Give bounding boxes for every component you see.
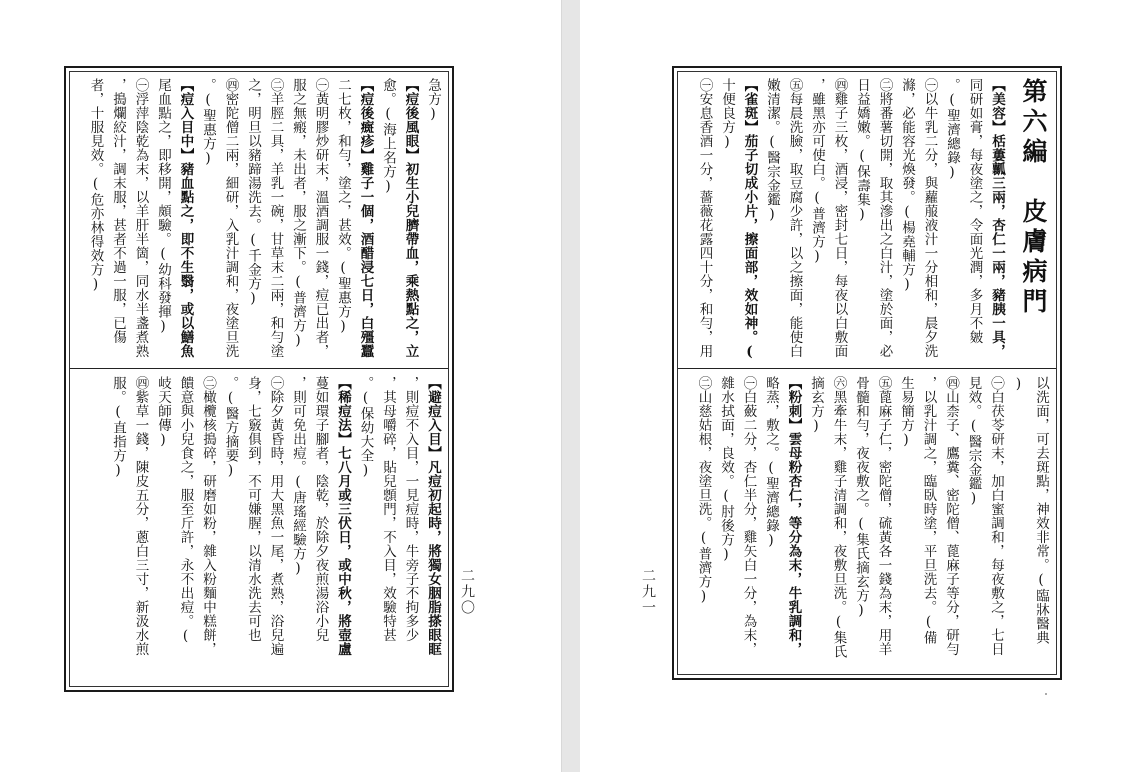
left-page-number: 二九〇 (459, 568, 475, 616)
text-column: ㊃密陀僧二兩，細研，入乳汁調和，夜塗旦洗 (222, 78, 239, 358)
left-divider (70, 368, 448, 369)
text-column: ，則痘不入目，一見痘時，牛旁子不拘多少 (402, 376, 419, 642)
text-column: 嫩清潔。(醫宗金鑑) (764, 78, 780, 223)
text-column: ㊃山柰子、鷹糞、密陀僧、蓖麻子等分，研勻 (943, 376, 959, 656)
text-column: ) (1010, 376, 1027, 393)
text-column: 以洗面，可去斑點，神效非常。(臨牀醫典 (1033, 376, 1049, 645)
text-column: ㊁羊脛二具，羊乳一碗，甘草末二兩，和勻塗 (267, 78, 284, 358)
text-column: 岐天師傳) (155, 376, 171, 449)
text-column: ㊄每晨洗臉，取豆腐少許，以之擦面，能使白 (786, 78, 803, 358)
text-column: ㊃雞子三枚，酒浸，密封七日，每夜以白敷面 (831, 78, 848, 358)
text-column: 雜水拭面，良效。(肘後方) (718, 376, 734, 563)
page-gutter (561, 0, 581, 772)
text-column: ㊅黑牽牛末，雞子清調和，夜敷旦洗。(集氏 (830, 376, 847, 659)
text-column: 略蒸，敷之。(聖濟總錄) (763, 376, 779, 549)
text-column: 饋意與小兒食之，服至斤許，永不出痘。( (177, 376, 194, 645)
text-column: 。(聖濟總錄) (944, 78, 960, 181)
text-column: 急方) (425, 78, 441, 123)
text-column: ，則可免出痘。(唐瑤經驗方) (290, 376, 306, 577)
right-lower-text (682, 376, 1052, 672)
text-column: 愈。(海上名方) (380, 78, 396, 195)
text-column: 。(醫方摘要) (222, 376, 239, 479)
right-upper-text (682, 78, 1052, 360)
text-column: ，以乳汁調之，臨臥時塗，平旦洗去。(備 (920, 376, 937, 645)
text-column: 見效。(醫宗金鑑) (965, 376, 982, 507)
text-column: ㊁橄欖核搗碎，研磨如粉，雜入粉麵中糕餅， (200, 376, 216, 656)
text-column: ㊁將番薯切開，取其滲出之白汁，塗於面，必 (876, 78, 893, 358)
text-column: 日益嬌嫩。(保壽集) (854, 78, 870, 223)
left-page-frame (64, 66, 454, 692)
text-column: ，搗爛絞汁，調末服，甚者不過一服，已傷 (110, 78, 126, 344)
text-column: 之，明旦以豬蹄湯洗去。(千金方) (245, 78, 261, 307)
text-column: 【痘後風眼】初生小兒臍帶血，乘熱點之，立 (402, 78, 419, 358)
text-column: 尾血點之，即移開，頗驗。(幼科發揮) (155, 78, 171, 335)
right-page-number: 二九一 (640, 568, 656, 616)
right-page-frame (672, 66, 1062, 680)
text-column: 滌，必能容光煥發。(楊堯輔方) (899, 78, 915, 293)
text-column: 同研如膏，每夜塗之，令面光潤，多月不皴 (966, 78, 983, 344)
text-column: ，雖黑亦可使白。(普濟方) (809, 78, 825, 265)
text-column: ㊀白蘞二分，杏仁半分，雞矢白一分，為末， (740, 376, 757, 656)
text-column: 二七枚，和勻，塗之，甚效。(聖惠方) (335, 78, 351, 335)
text-column: ㊀安息香酒一分，薔薇花露四十分，和勻，用 (696, 78, 713, 358)
text-column: ㊁山慈姑根，夜塗旦洗。(普濟方) (695, 376, 712, 605)
chapter-title: 第六編 皮膚病門 (1019, 78, 1048, 318)
text-column: ㊀黃明膠炒研末，溫酒調服一錢，痘已出者， (312, 78, 329, 358)
text-column: ，其母嚼碎，貼兒顖門，不入目，效驗特甚 (380, 376, 396, 642)
left-upper-text (74, 78, 444, 360)
text-column: ㊀除夕黃昏時，用大黑魚一尾，煮熟，浴兒遍 (267, 376, 284, 656)
text-column: 【美容】栝蔞瓤三兩，杏仁一兩，豬胰一具， (989, 78, 1005, 358)
text-column: 【痘入目中】豬血點之，即不生翳，或以鱔魚 (177, 78, 194, 358)
text-column: ㊄蓖麻子仁，密陀僧，硫黃各一錢為末，用羊 (875, 376, 892, 656)
text-column: 生易簡方) (898, 376, 914, 449)
right-divider (678, 368, 1056, 369)
text-column: 十便良方) (719, 78, 735, 151)
text-column: 服。(直指方) (110, 376, 126, 479)
right-page (580, 0, 1138, 772)
text-column: 者，十服見效。(危亦林得效方) (87, 78, 104, 293)
text-column: ㊃紫草一錢，陳皮五分，蔥白三寸，新汲水煎 (132, 376, 149, 656)
scan-speck (1045, 693, 1047, 695)
text-column: 【雀斑】茄子切成小片，擦面部，效如神。( (741, 78, 758, 360)
text-column: 。(保幼大全) (357, 376, 374, 479)
text-column: 【稀痘法】七八月或三伏日，或中秋，將壺盧 (335, 376, 351, 656)
text-column: 【避痘入目】凡痘初起時，將獨女胭脂搽眼眶 (425, 376, 441, 656)
left-lower-text (74, 376, 444, 682)
text-column: ㊀以牛乳二分，與蘿菔液汁一分相和，晨夕洗 (921, 78, 938, 358)
text-column: 摘玄方) (808, 376, 824, 435)
text-column: ㊀白茯苓研末，加白蜜調和，每夜敷之，七日 (988, 376, 1004, 656)
text-column: 【粉刺】雲母粉杏仁，等分為末，牛乳調和， (785, 376, 802, 656)
text-column: ㊀浮萍陰乾為末，以羊肝半箇，同水半盞煮熟 (132, 78, 149, 358)
left-page (0, 0, 561, 772)
text-column: 蔓如環子腳者，陰乾，於除夕夜煎湯浴小兒 (312, 376, 329, 642)
text-column: 骨髓和勻，夜夜敷之。(集氏摘玄方) (853, 376, 869, 619)
text-column: 身，七竅俱到，不可嫌腥，以清水洗去可也 (245, 376, 261, 642)
text-column: 服之無瘢，未出者，服之漸下。(普濟方) (290, 78, 306, 349)
text-column: 【痘後癍疹】雞子一個，酒醋浸七日，白殭蠶 (357, 78, 374, 358)
text-column: 。(聖惠方) (200, 78, 216, 167)
